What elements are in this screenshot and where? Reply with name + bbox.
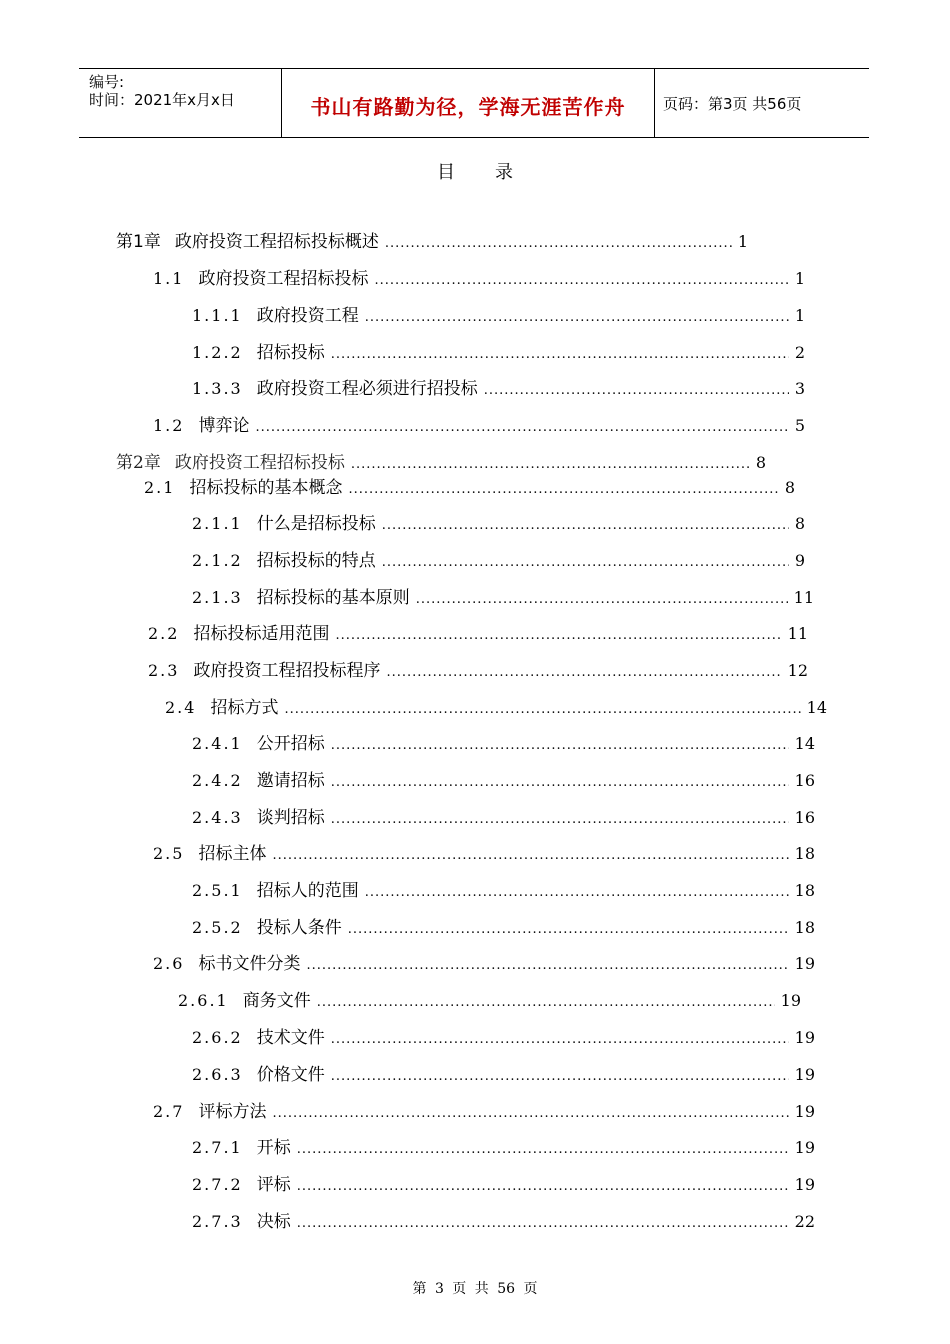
toc-leader-dots [374,269,788,293]
toc-entry-page: 19 [794,954,815,973]
toc-entry-title: 招标投标的特点 [256,551,376,571]
toc-entry-title: 政府投资工程 [256,306,359,326]
document-date-label: 时间：2021年x月x日 [89,91,235,109]
toc-entry-title: 招标方式 [210,698,279,718]
toc-entry[interactable] [192,549,805,573]
toc-entry-title: 谈判招标 [256,808,325,828]
toc-leader-dots [385,232,732,256]
toc-entry-page: 19 [794,1138,815,1157]
toc-leader-dots [255,416,788,440]
toc-entry-title: 招标投标 [256,343,325,363]
toc-entry[interactable] [165,696,827,720]
toc-entry-number: 2.1.2 [192,551,243,570]
toc-entry-page: 14 [806,698,827,717]
toc-leader-dots [365,881,789,905]
toc-entry-number: 2.4.3 [192,808,243,827]
toc-entry-page: 5 [794,416,805,435]
toc-entry[interactable] [153,414,805,438]
toc-entry[interactable] [192,341,805,365]
toc-entry-title: 招标投标的基本原则 [256,588,410,608]
toc-entry[interactable] [148,659,808,683]
toc-entry-number: 第2章 [116,453,161,473]
toc-entry[interactable] [144,476,795,500]
header-motto-cell [281,69,655,137]
toc-entry-page: 16 [794,808,815,827]
toc-entry-title: 招标主体 [198,844,267,864]
toc-entry-page: 18 [794,918,815,937]
toc-entry[interactable] [153,267,805,291]
toc-entry-title: 邀请招标 [256,771,325,791]
toc-leader-dots [416,588,788,612]
toc-entry-title: 评标方法 [198,1102,267,1122]
toc-entry-page: 8 [755,453,766,472]
toc-entry-number: 2.6.1 [178,991,229,1010]
toc-leader-dots [306,954,788,978]
toc-entry[interactable] [192,1210,815,1234]
toc-leader-dots [272,844,788,868]
toc-entry-number: 2.1.1 [192,514,243,533]
toc-entry-number: 2.7.3 [192,1212,243,1231]
toc-entry-number: 2.4.1 [192,734,243,753]
toc-leader-dots [297,1212,789,1236]
toc-entry-page: 14 [794,734,815,753]
header-left-cell [79,69,281,137]
toc-entry-number: 2.5 [153,844,185,863]
toc-entry-number: 1.1.1 [192,306,243,325]
toc-entry-number: 2.2 [148,624,180,643]
toc-title: 目录 [437,162,553,183]
toc-entry-title: 政府投资工程招标投标 [198,269,369,289]
toc-entry-page: 1 [737,232,748,251]
toc-leader-dots [297,1175,789,1199]
toc-leader-dots [335,624,781,648]
toc-entry[interactable] [192,916,815,940]
toc-leader-dots [331,1065,789,1089]
toc-entry-title: 商务文件 [242,991,311,1011]
toc-leader-dots [348,478,778,502]
toc-entry[interactable] [116,451,766,475]
toc-entry[interactable] [192,806,815,830]
toc-entry[interactable] [192,879,815,903]
toc-entry[interactable] [192,1063,815,1087]
toc-entry-page: 16 [794,771,815,790]
toc-leader-dots [331,808,789,832]
toc-entry[interactable] [178,989,801,1013]
toc-entry-title: 技术文件 [256,1028,325,1048]
toc-entry-page: 11 [787,624,808,643]
toc-entry-title: 政府投资工程必须进行招投标 [256,379,478,399]
toc-entry-number: 2.6 [153,954,185,973]
toc-entry-number: 2.1.3 [192,588,243,607]
toc-entry[interactable] [192,304,805,328]
toc-entry-number: 2.5.1 [192,881,243,900]
toc-leader-dots [331,1028,789,1052]
toc-entry[interactable] [153,842,815,866]
toc-leader-dots [331,771,789,795]
toc-entry[interactable] [192,512,805,536]
toc-leader-dots [348,918,789,942]
toc-entry-number: 2.5.2 [192,918,243,937]
toc-entry[interactable] [192,1136,815,1160]
toc-entry[interactable] [153,952,815,976]
toc-entry-title: 政府投资工程招投标程序 [193,661,381,681]
toc-entry-title: 什么是招标投标 [256,514,376,534]
page-header [79,68,869,138]
toc-leader-dots [284,698,800,722]
toc-entry-number: 2.6.3 [192,1065,243,1084]
toc-entry-number: 2.3 [148,661,180,680]
toc-entry-title: 标书文件分类 [198,954,301,974]
toc-leader-dots [331,343,789,367]
toc-entry-title: 价格文件 [256,1065,325,1085]
toc-entry-number: 1.3.3 [192,379,243,398]
toc-entry[interactable] [153,1100,815,1124]
toc-entry-page: 19 [794,1028,815,1047]
toc-entry[interactable] [192,1026,815,1050]
toc-entry[interactable] [192,1173,815,1197]
header-page-info: 页码：第3页 共56页 [663,95,802,113]
toc-entry-page: 19 [780,991,801,1010]
toc-entry[interactable] [116,230,748,254]
toc-entry-number: 2.7 [153,1102,185,1121]
toc-entry-page: 8 [784,478,795,497]
toc-entry-title: 决标 [256,1212,291,1232]
toc-leader-dots [331,734,789,758]
toc-entry-title: 评标 [256,1175,291,1195]
header-page-cell [654,69,869,137]
toc-entry-number: 2.6.2 [192,1028,243,1047]
toc-entry-page: 12 [787,661,808,680]
toc-entry-title: 博弈论 [198,416,250,436]
toc-leader-dots [297,1138,789,1162]
toc-entry-title: 招标投标适用范围 [193,624,330,644]
toc-entry-page: 2 [794,343,805,362]
toc-entry[interactable] [192,377,805,401]
toc-entry-page: 3 [794,379,805,398]
toc-entry-number: 第1章 [116,232,161,252]
toc-entry-page: 18 [794,844,815,863]
toc-entry[interactable] [192,769,815,793]
toc-entry-page: 19 [794,1175,815,1194]
toc-entry-number: 1.1 [153,269,185,288]
toc-entry-page: 18 [794,881,815,900]
toc-entry-page: 22 [794,1212,815,1231]
toc-leader-dots [272,1102,788,1126]
toc-entry-title: 开标 [256,1138,291,1158]
toc-entry[interactable] [192,732,815,756]
toc-entry-title: 投标人条件 [256,918,342,938]
toc-leader-dots [382,514,789,538]
toc-entry-page: 1 [794,306,805,325]
toc-leader-dots [382,551,789,575]
document-number-label: 编号: [89,73,125,91]
toc-entry-title: 政府投资工程招标投标 [174,453,345,473]
toc-entry-page: 8 [794,514,805,533]
toc-entry-page: 1 [794,269,805,288]
toc-entry-number: 2.1 [144,478,176,497]
toc-entry-number: 1.2 [153,416,185,435]
toc-leader-dots [484,379,789,403]
toc-entry-page: 11 [793,588,814,607]
toc-entry-number: 2.4 [165,698,197,717]
toc-entry-title: 招标投标的基本概念 [189,478,343,498]
toc-entry[interactable] [192,586,814,610]
toc-leader-dots [317,991,775,1015]
page-footer: 第 3 页 共 56 页 [412,1281,538,1297]
toc-entry-title: 招标人的范围 [256,881,359,901]
toc-entry-page: 19 [794,1102,815,1121]
toc-entry-title: 政府投资工程招标投标概述 [174,232,379,252]
toc-entry-number: 2.7.1 [192,1138,243,1157]
toc-entry-page: 19 [794,1065,815,1084]
toc-entry-page: 9 [794,551,805,570]
toc-leader-dots [351,453,750,477]
toc-leader-dots [365,306,789,330]
toc-entry-number: 2.4.2 [192,771,243,790]
toc-entry-number: 2.7.2 [192,1175,243,1194]
toc-entry-number: 1.2.2 [192,343,243,362]
toc-entry[interactable] [148,622,808,646]
toc-leader-dots [386,661,781,685]
header-motto: 书山有路勤为径，学海无涯苦作舟 [310,95,626,119]
toc-entry-title: 公开招标 [256,734,325,754]
